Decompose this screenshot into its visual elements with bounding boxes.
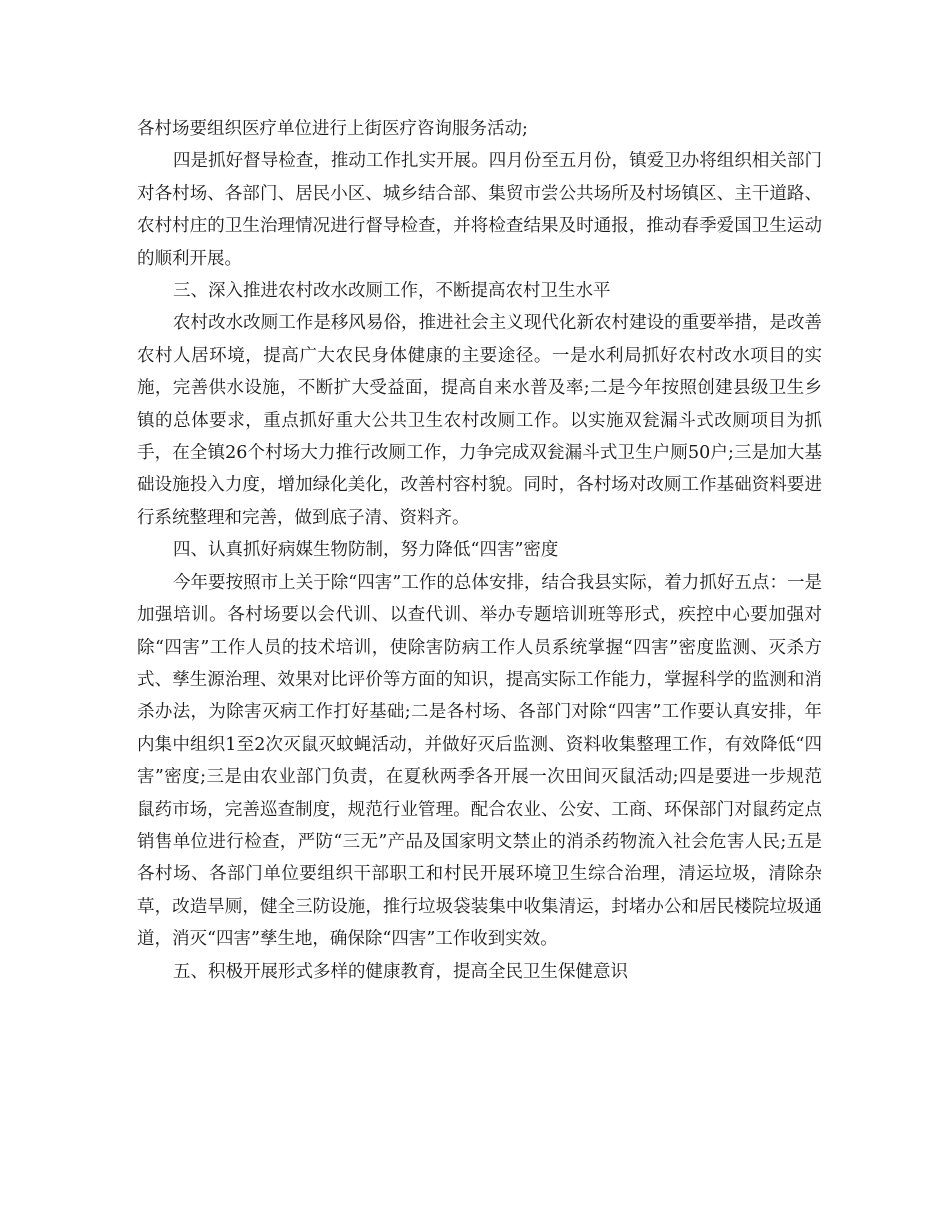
paragraph-continuation: 各村场要组织医疗单位进行上街医疗咨询服务活动; — [137, 119, 528, 139]
section-heading-5: 五、积极开展形式多样的健康教育，提高全民卫生保健意识 — [173, 961, 628, 982]
document-body — [137, 113, 822, 988]
section-heading-4: 四、认真抓好病媒生物防制，努力降低“四害”密度 — [173, 540, 559, 561]
paragraph-four-pests: 今年要按照市上关于除“四害”工作的总体安排，结合我县实际，着力抓好五点：一是加强培训。各村场要以会代训、以查代训、举办专题培训班等形式，疾控中心要加强对除“四害”工作人员的技术培训，使除害防病工作人员系统掌握“四害”密度监测、灭杀方式、孳生源治理、效果对比评价等方面的知识，提高实际工作能力，掌握科学的监测和消杀办法，为除害灭病工作打好基础;二是各村场、各部门对除“四害”工作要认真安排，年内集中组织1至2次灭鼠灭蚊蝇活动，并做好灭后监测、资料收集整理工作，有效降低“四害”密度;三是由农业部门负责，在夏秋两季各开展一次田间灭鼠活动;四是要进一步规范鼠药市场，完善巡查制度，规范行业管理。配合农业、公安、工商、环保部门对鼠药定点销售单位进行检查，严防“三无”产品及国家明文禁止的消杀药物流入社会危害人民;五是各村场、各部门单位要组织干部职工和村民开展环境卫生综合治理，清运垃圾，清除杂草，改造旱厕，健全三防设施，推行垃圾袋装集中收集清运，封堵办公和居民楼院垃圾通道，消灭“四害”孳生地，确保除“四害”工作收到实效。 — [137, 572, 822, 950]
paragraph-supervision: 四是抓好督导检查，推动工作扎实开展。四月份至五月份，镇爱卫办将组织相关部门对各村场、各部门、居民小区、城乡结合部、集贸市尝公共场所及村场镇区、主干道路、农村村庄的卫生治理情况进行督导检查，并将检查结果及时通报，推动春季爱国卫生运动的顺利开展。 — [137, 151, 822, 269]
section-heading-3: 三、深入推进农村改水改厕工作，不断提高农村卫生水平 — [173, 281, 611, 302]
paragraph-water-toilet: 农村改水改厕工作是移风易俗，推进社会主义现代化新农村建设的重要举措，是改善农村人居环境，提高广大农民身体健康的主要途径。一是水利局抓好农村改水项目的实施，完善供水设施，不断扩大受益面，提高自来水普及率;二是今年按照创建县级卫生乡镇的总体要求，重点抓好重大公共卫生农村改厕工作。以实施双瓮漏斗式改厕项目为抓手，在全镇26个村场大力推行改厕工作，力争完成双瓮漏斗式卫生户厕50户;三是加大基础设施投入力度，增加绿化美化，改善村容村貌。同时，各村场对改厕工作基础资料要进行系统整理和完善，做到底子清、资料齐。 — [137, 313, 822, 528]
